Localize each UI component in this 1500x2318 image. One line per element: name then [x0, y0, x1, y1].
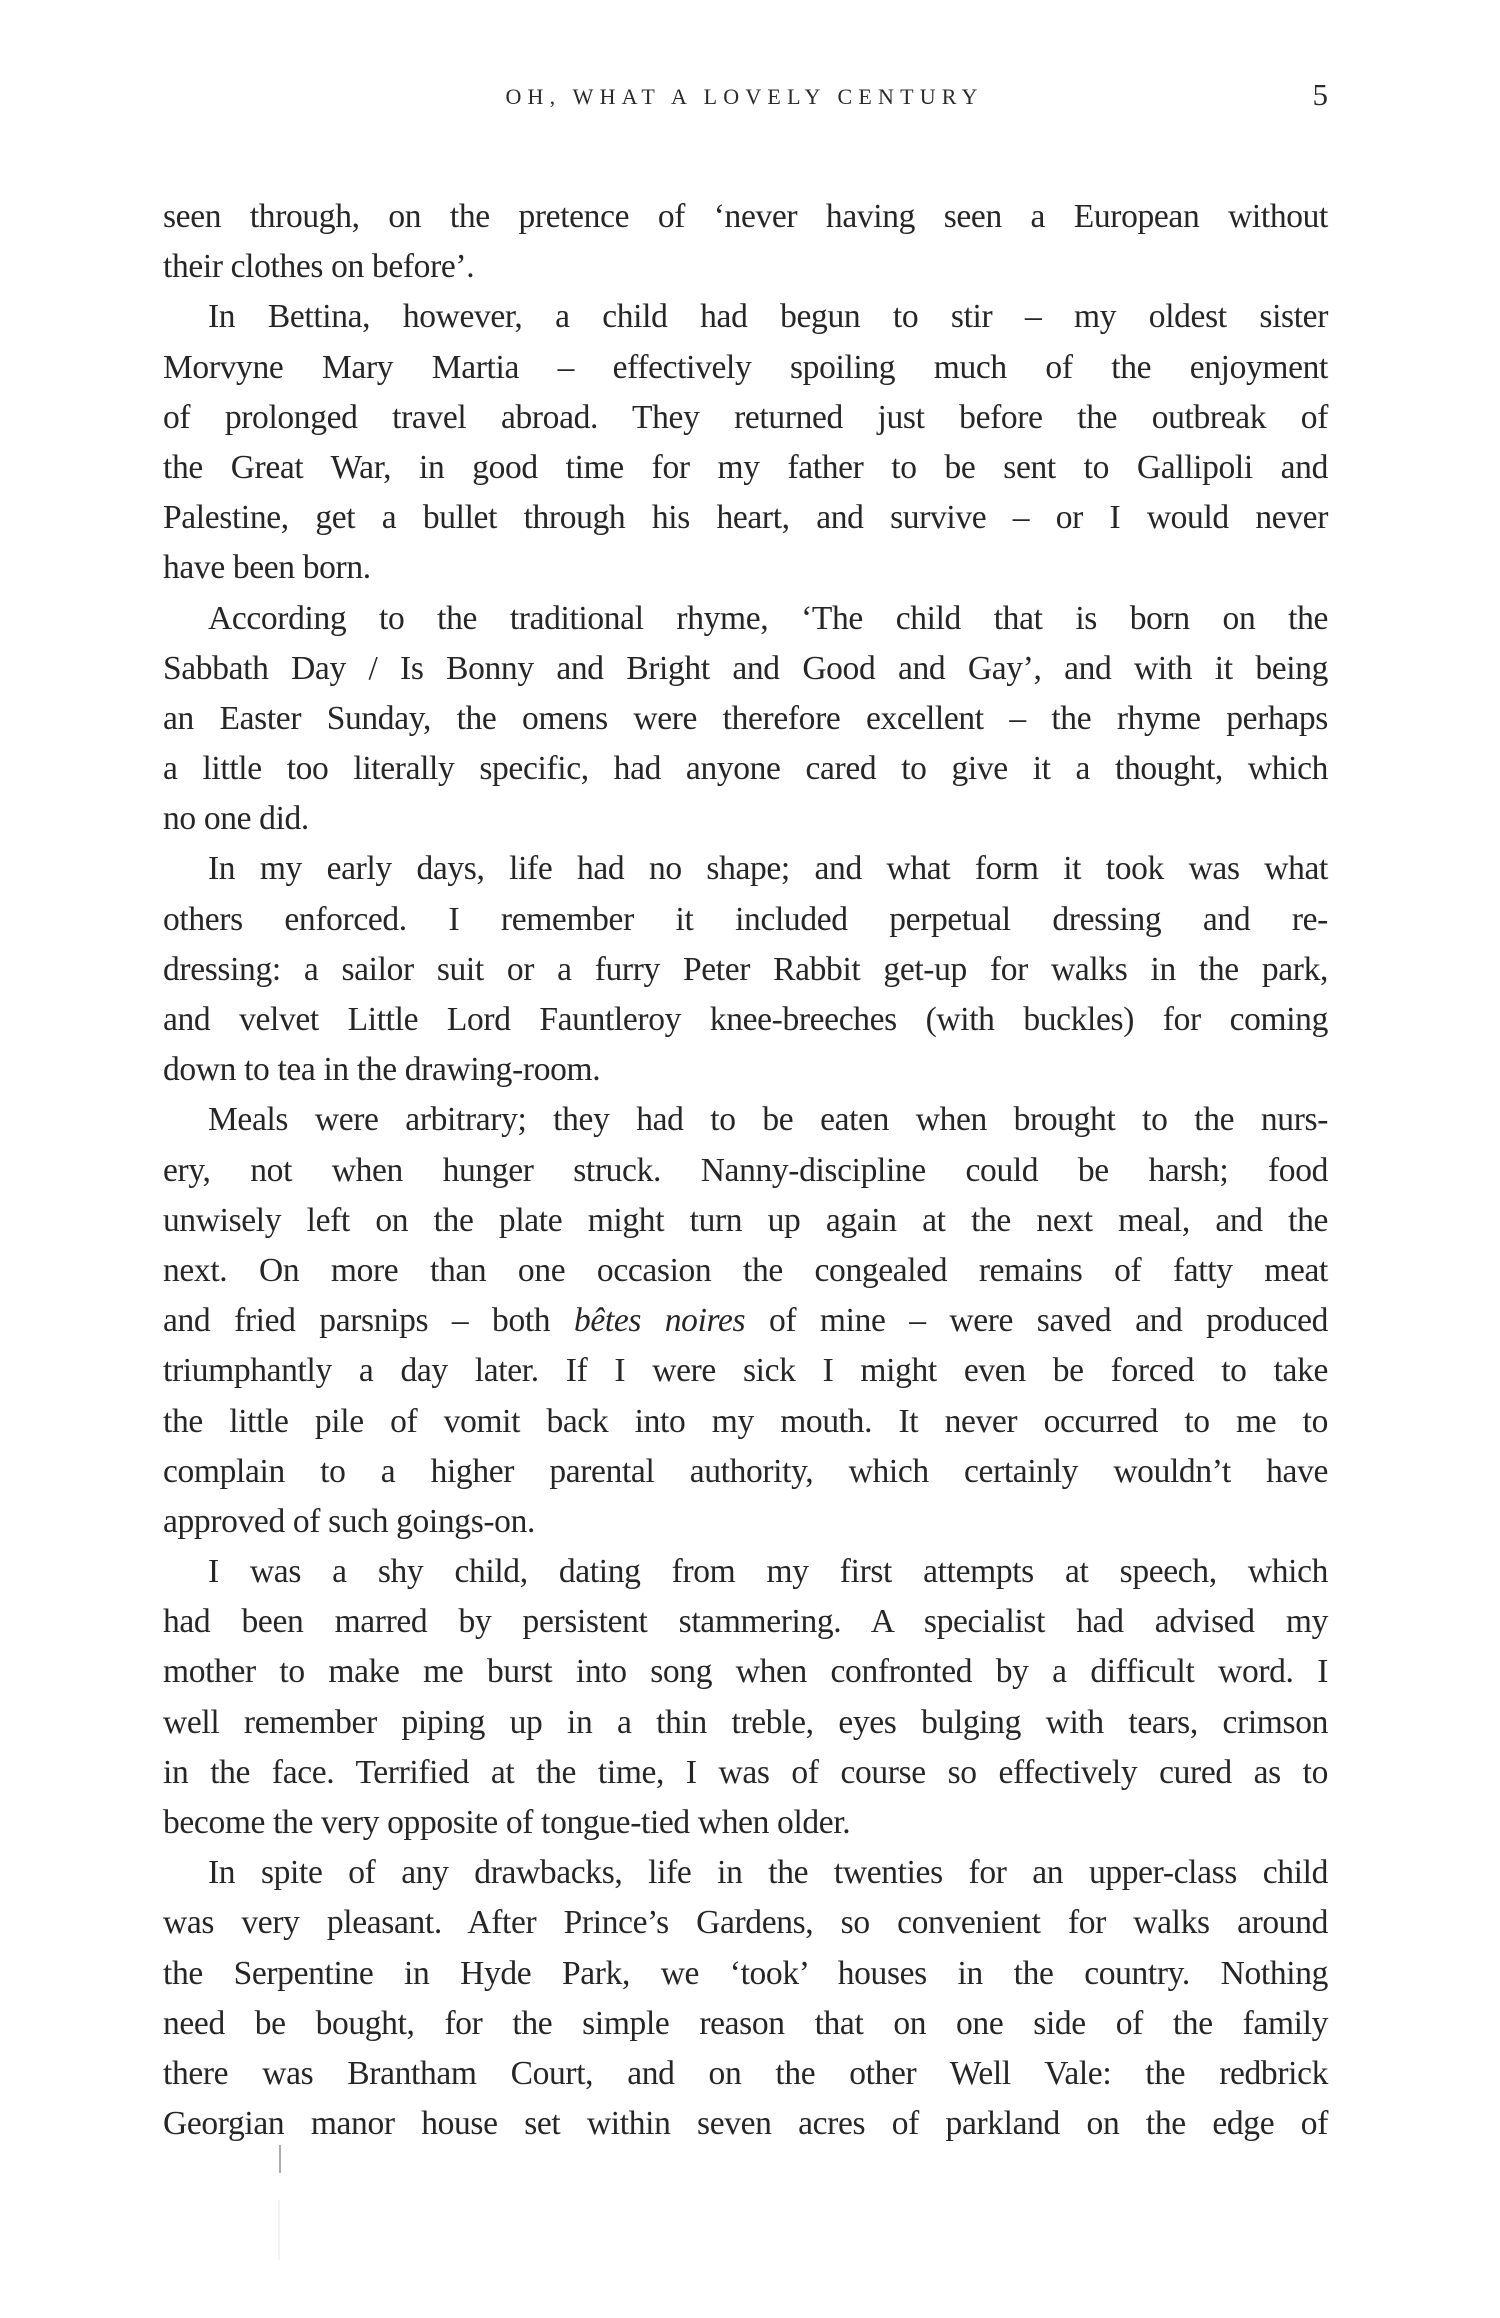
text-line: In Bettina, however, a child had begun to stir – my oldest sister	[208, 298, 1328, 336]
paragraph	[163, 192, 1328, 292]
scan-artifact	[279, 2145, 281, 2173]
text-line: down to tea in the drawing-room.	[163, 1051, 601, 1089]
text-line: next. On more than one occasion the congealed remains of fatty meat	[163, 1251, 1328, 1289]
text-line: of prolonged travel abroad. They returned just before the outbreak of	[163, 398, 1328, 436]
text-line: unwisely left on the plate might turn up again at the next meal, and the	[163, 1201, 1328, 1239]
text-line: their clothes on before’.	[163, 248, 475, 286]
running-title: OH, WHAT A LOVELY CENTURY	[505, 84, 984, 109]
text-line: I was a shy child, dating from my first attempts at speech, which	[208, 1553, 1328, 1591]
text-line: approved of such goings-on.	[163, 1502, 536, 1540]
text-line: Palestine, get a bullet through his heart, and survive – or I would never	[163, 499, 1328, 537]
text-line: mother to make me burst into song when confronted by a difficult word. I	[163, 1653, 1328, 1691]
text-line: In my early days, life had no shape; and what form it took was what	[208, 850, 1328, 888]
text-line: need be bought, for the simple reason that on one side of the family	[163, 2004, 1328, 2042]
text-line-with-italic	[163, 1296, 1328, 1346]
text-run: of mine – were saved and produced	[745, 1302, 1328, 1340]
text-line: others enforced. I remember it included perpetual dressing and re-	[163, 900, 1328, 938]
text-line: seen through, on the pretence of ‘never having seen a European without	[163, 198, 1328, 235]
text-line: in the face. Terrified at the time, I was of course so effectively cured as to	[163, 1753, 1328, 1791]
paragraph	[163, 844, 1328, 1095]
text-line: the Great War, in good time for my father to be sent to Gallipoli and	[163, 448, 1328, 486]
text-line: Georgian manor house set within seven acres of parkland on the edge of	[163, 2105, 1328, 2143]
paragraph	[163, 1547, 1328, 1848]
text-line: was very pleasant. After Prince’s Gardens, so convenient for walks around	[163, 1904, 1328, 1942]
paragraph	[163, 1848, 1328, 2149]
text-line: triumphantly a day later. If I were sick I might even be forced to take	[163, 1352, 1328, 1390]
text-line: an Easter Sunday, the omens were therefore excellent – the rhyme perhaps	[163, 699, 1328, 737]
text-line: become the very opposite of tongue-tied when older.	[163, 1804, 851, 1841]
paragraph	[163, 292, 1328, 593]
text-line: well remember piping up in a thin treble, eyes bulging with tears, crimson	[163, 1703, 1328, 1741]
text-line: According to the traditional rhyme, ‘The child that is born on the	[208, 599, 1328, 637]
text-line: have been born.	[163, 549, 371, 587]
scan-artifact	[278, 2200, 280, 2260]
text-line: the Serpentine in Hyde Park, we ‘took’ houses in the country. Nothing	[163, 1954, 1328, 1992]
italic-phrase: bêtes noires	[573, 1302, 746, 1340]
text-run: and fried parsnips – both	[163, 1302, 574, 1340]
text-line: no one did.	[163, 800, 309, 838]
text-line: the little pile of vomit back into my mouth. It never occurred to me to	[163, 1402, 1328, 1440]
text-line: dressing: a sailor suit or a furry Peter Rabbit get-up for walks in the park,	[163, 950, 1328, 988]
text-line: had been marred by persistent stammering. A specialist had advised my	[163, 1603, 1328, 1641]
text-line: Sabbath Day / Is Bonny and Bright and Good and Gay’, and with it being	[163, 649, 1328, 687]
text-line: In spite of any drawbacks, life in the twenties for an upper-class child	[208, 1854, 1328, 1892]
text-line: and velvet Little Lord Fauntleroy knee-breeches (with buckles) for coming	[163, 1001, 1328, 1038]
text-line: Meals were arbitrary; they had to be eaten when brought to the nurs-	[208, 1101, 1328, 1139]
page-number: 5	[1312, 77, 1328, 112]
paragraph	[163, 594, 1328, 845]
text-line: complain to a higher parental authority, which certainly wouldn’t have	[163, 1452, 1328, 1490]
paragraph	[163, 1095, 1328, 1547]
text-line: ery, not when hunger struck. Nanny-discipline could be harsh; food	[163, 1151, 1328, 1189]
body-text	[163, 192, 1328, 2149]
text-line: there was Brantham Court, and on the other Well Vale: the redbrick	[163, 2054, 1328, 2092]
text-line: a little too literally specific, had anyone cared to give it a thought, which	[163, 750, 1328, 788]
text-line: Morvyne Mary Martia – effectively spoiling much of the enjoyment	[163, 348, 1328, 386]
running-head	[163, 77, 1328, 112]
